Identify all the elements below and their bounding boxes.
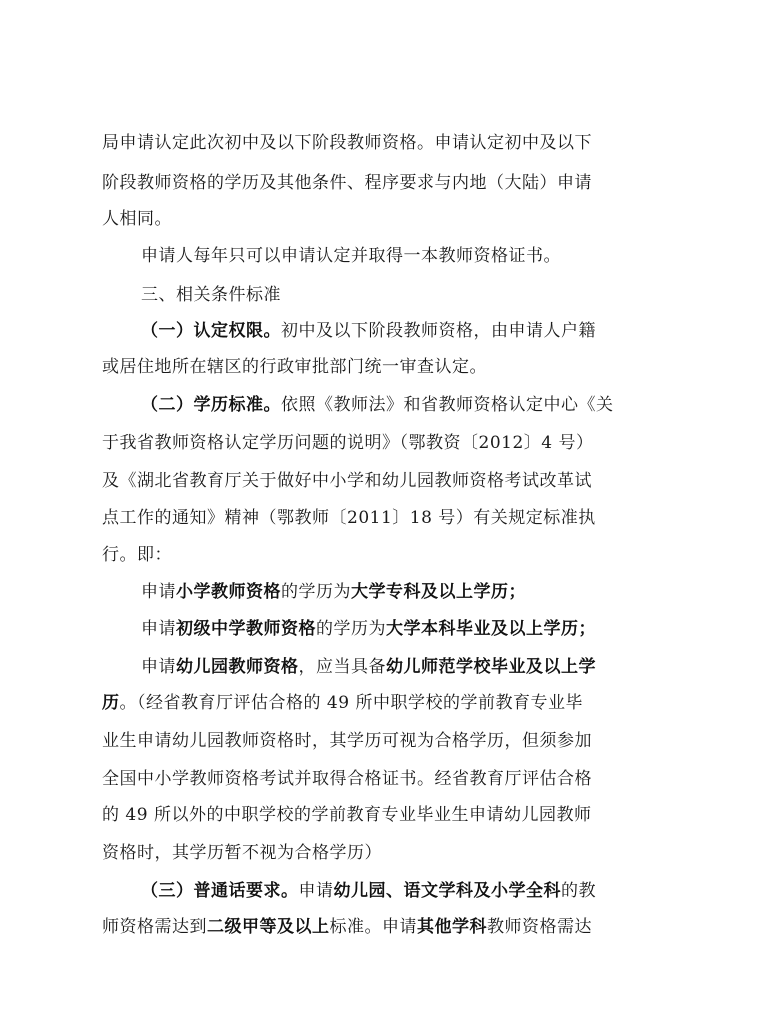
- bold-text: 小学教师资格: [176, 582, 281, 602]
- text-line: [0, 503, 757, 533]
- text-line: [0, 912, 757, 942]
- body-text: 全国中小学教师资格考试并取得合格证书。经省教育厅评估合格: [102, 769, 592, 789]
- text-line: [0, 614, 757, 644]
- text-line: [0, 316, 757, 346]
- body-text: 标准。申请: [329, 917, 417, 937]
- bold-text: 二级甲等及以上: [207, 917, 330, 937]
- bold-text: 幼儿园、语文学科及小学全科: [333, 881, 561, 901]
- text-line: [0, 241, 757, 271]
- text-line: [0, 168, 757, 198]
- text-line: [0, 726, 757, 756]
- body-text: 点工作的通知》精神（鄂教师〔2011〕18 号）有关规定标准执: [102, 508, 596, 528]
- body-text: 申请: [141, 582, 176, 602]
- body-text: 的学历为: [316, 619, 386, 639]
- body-text: 申请: [298, 881, 334, 901]
- body-text: 资格时，其学历暂不视为合格学历）: [102, 843, 382, 863]
- text-line: [0, 390, 757, 420]
- bold-text: 大学本科毕业及以上学历；: [386, 619, 596, 639]
- bold-text: 其他学科: [417, 917, 487, 937]
- body-text: 教师资格需达: [487, 917, 592, 937]
- bold-text: （二）学历标准。: [141, 395, 281, 415]
- body-text: 师资格需达到: [102, 917, 207, 937]
- text-line: [0, 800, 757, 830]
- body-text: 。（经省教育厅评估合格的 49 所中职学校的学前教育专业毕: [119, 693, 583, 713]
- body-text: 申请人每年只可以申请认定并取得一本教师资格证书。: [141, 246, 561, 266]
- text-line: [0, 652, 757, 682]
- body-text: ，应当具备: [298, 657, 386, 677]
- text-line: [0, 688, 757, 718]
- body-text: 的学历为: [281, 582, 351, 602]
- bold-text: 幼儿师范学校毕业及以上学: [386, 657, 596, 677]
- body-text: 行。即：: [102, 545, 172, 565]
- section-heading: [0, 280, 757, 310]
- body-text: 依照《教师法》和省教师资格认定中心《关: [281, 395, 614, 415]
- body-text: 人相同。: [102, 209, 172, 229]
- text-line: [0, 764, 757, 794]
- bold-text: 初级中学教师资格: [176, 619, 316, 639]
- text-line: [0, 466, 757, 496]
- bold-text: 历: [102, 693, 120, 713]
- text-line: [0, 128, 757, 158]
- body-text: 申请: [141, 657, 176, 677]
- text-line: [0, 352, 757, 382]
- text-line: [0, 838, 757, 868]
- body-text: 于我省教师资格认定学历问题的说明》（鄂教资〔2012〕4 号）: [102, 433, 594, 453]
- body-text: 三、相关条件标准: [141, 285, 281, 305]
- body-text: 申请: [141, 619, 176, 639]
- body-text: 阶段教师资格的学历及其他条件、程序要求与内地（大陆）申请: [102, 173, 592, 193]
- body-text: 的 49 所以外的中职学校的学前教育专业毕业生申请幼儿园教师: [102, 805, 592, 825]
- text-line: [0, 540, 757, 570]
- text-line: [0, 428, 757, 458]
- body-text: 局申请认定此次初中及以下阶段教师资格。申请认定初中及以下: [102, 133, 592, 153]
- text-line: [0, 876, 757, 906]
- body-text: 及《湖北省教育厅关于做好中小学和幼儿园教师资格考试改革试: [102, 471, 592, 491]
- bold-text: 大学专科及以上学历；: [351, 582, 526, 602]
- body-text: 的教: [561, 881, 596, 901]
- text-line: [0, 577, 757, 607]
- text-line: [0, 204, 757, 234]
- body-text: 初中及以下阶段教师资格，由申请人户籍: [281, 321, 596, 341]
- body-text: 业生申请幼儿园教师资格时，其学历可视为合格学历，但须参加: [102, 731, 592, 751]
- bold-text: （三）普通话要求。: [141, 881, 299, 901]
- body-text: 或居住地所在辖区的行政审批部门统一审查认定。: [102, 357, 487, 377]
- bold-text: 幼儿园教师资格: [176, 657, 299, 677]
- bold-text: （一）认定权限。: [141, 321, 281, 341]
